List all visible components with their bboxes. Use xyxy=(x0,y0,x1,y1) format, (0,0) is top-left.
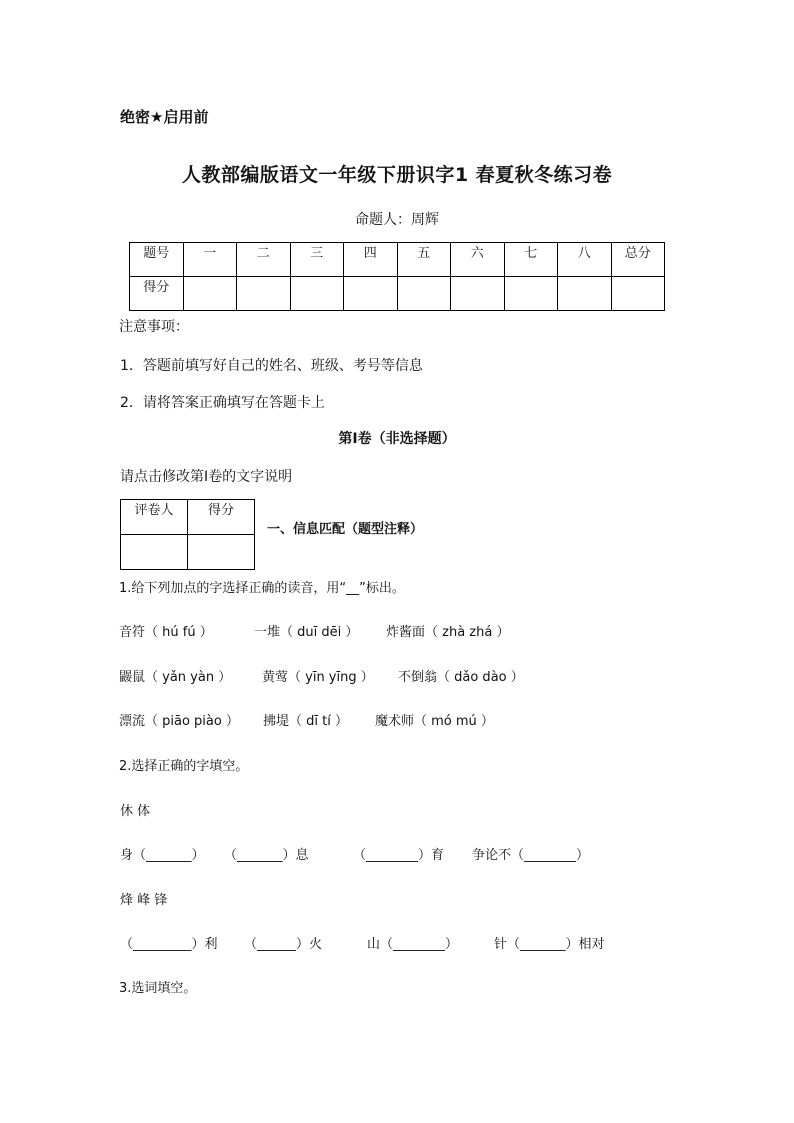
grader-table xyxy=(120,499,255,570)
score-header-cell: 二 xyxy=(237,243,291,277)
score-header-cell: 七 xyxy=(504,243,558,277)
question-prompt: 3.选词填空。 xyxy=(119,981,197,996)
notes-title: 注意事项： xyxy=(119,319,189,335)
fill-blank[interactable]: 针（_______）相对 xyxy=(494,937,605,952)
confidential-label: 绝密★启用前 xyxy=(120,108,209,126)
score-header-cell: 五 xyxy=(397,243,451,277)
fill-blank[interactable]: （______）火 xyxy=(244,937,323,952)
pinyin-item: 漂流（ piāo piào ） xyxy=(119,714,239,729)
score-cell[interactable] xyxy=(183,277,237,311)
score-header-cell: 六 xyxy=(451,243,505,277)
score-cell[interactable] xyxy=(344,277,398,311)
exam-author: 命题人：周辉 xyxy=(355,212,439,228)
pinyin-item: 拂堤（ dī tí ） xyxy=(263,714,348,729)
exam-title: 人教部编版语文一年级下册识字1 春夏秋冬练习卷 xyxy=(181,164,613,186)
char-options: 烽 峰 锋 xyxy=(120,893,168,908)
section-description[interactable]: 请点击修改第I卷的文字说明 xyxy=(120,469,293,485)
grader-cell[interactable] xyxy=(121,535,188,570)
fill-blank[interactable]: 山（________） xyxy=(367,937,459,952)
score-header-cell: 三 xyxy=(290,243,344,277)
pinyin-item: 音符（ hú fú ） xyxy=(119,625,213,640)
score-table-header-row xyxy=(130,243,665,277)
score-cell[interactable] xyxy=(237,277,291,311)
fill-blank[interactable]: （_______）息 xyxy=(224,848,309,863)
score-table xyxy=(129,242,665,311)
fill-blank[interactable]: 身（_______） xyxy=(120,848,205,863)
score-cell[interactable] xyxy=(397,277,451,311)
grader-header-cell: 评卷人 xyxy=(121,500,188,535)
pinyin-item: 不倒翁（ dǎo dào ） xyxy=(398,670,524,685)
score-header-cell: 一 xyxy=(183,243,237,277)
fill-blank[interactable]: （_________）利 xyxy=(120,937,218,952)
score-cell[interactable] xyxy=(611,277,665,311)
grader-header-cell: 得分 xyxy=(188,500,255,535)
score-cell[interactable] xyxy=(558,277,612,311)
pinyin-item: 鼹鼠（ yǎn yàn ） xyxy=(119,670,232,685)
score-row-label: 得分 xyxy=(130,277,184,311)
score-header-cell: 总分 xyxy=(611,243,665,277)
pinyin-item: 一堆（ duī dēi ） xyxy=(254,625,359,640)
part-title: 一、信息匹配（题型注释） xyxy=(267,522,424,537)
score-table-score-row xyxy=(130,277,665,311)
score-cell[interactable] xyxy=(290,277,344,311)
fill-blank[interactable]: 争论不（________） xyxy=(472,848,590,863)
question-prompt: 1.给下列加点的字选择正确的读音，用“__”标出。 xyxy=(119,581,405,596)
score-header-cell: 四 xyxy=(344,243,398,277)
score-header-cell: 八 xyxy=(558,243,612,277)
note-item: 1．答题前填写好自己的姓名、班级、考号等信息 xyxy=(120,358,423,374)
fill-blank[interactable]: （________）育 xyxy=(353,848,445,863)
score-header-cell: 题号 xyxy=(130,243,184,277)
pinyin-item: 炸酱面（ zhà zhá ） xyxy=(386,625,510,640)
score-cell[interactable] xyxy=(504,277,558,311)
char-options: 休 体 xyxy=(120,804,151,819)
note-item: 2．请将答案正确填写在答题卡上 xyxy=(120,395,325,411)
question-prompt: 2.选择正确的字填空。 xyxy=(119,759,249,774)
pinyin-item: 黄莺（ yīn yīng ） xyxy=(262,670,374,685)
section-title: 第I卷（非选择题） xyxy=(338,431,456,447)
score-cell[interactable] xyxy=(451,277,505,311)
pinyin-item: 魔术师（ mó mú ） xyxy=(375,714,494,729)
grader-cell[interactable] xyxy=(188,535,255,570)
